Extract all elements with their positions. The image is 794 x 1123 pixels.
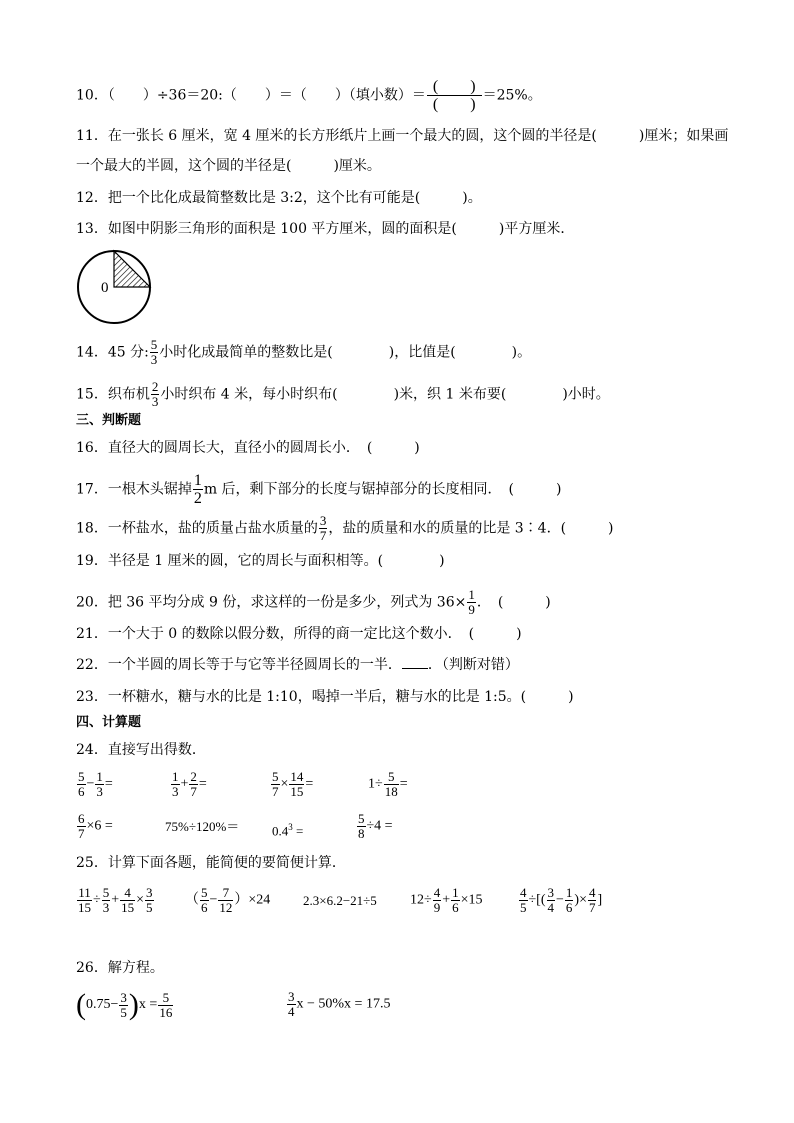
operator: × [280,776,289,792]
den: 15 [78,900,91,915]
q14-fraction-num: 5 [150,337,158,352]
q22-answer-blank [402,668,428,669]
q15-fraction-den: 3 [151,394,159,409]
q15-text-a: 15．织布机 [76,386,150,403]
den: 9 [433,900,441,915]
q18-fraction [319,514,328,543]
den: 15 [290,784,304,799]
num: 1 [565,885,573,900]
q18-fraction-den: 7 [319,528,327,543]
prefix: 1÷ [368,776,383,792]
q25-calc-1 [76,886,155,915]
den: 7 [78,826,85,841]
num: 5 [358,811,365,826]
question-13: 13．如图中阴影三角形的面积是 100 平方厘米，圆的面积是( )平方厘米． [76,221,575,237]
question-22 [76,655,519,675]
q25-calc-2 [185,886,270,915]
den: 3 [172,784,179,799]
q24-expr-1 [76,770,113,799]
den: 7 [588,900,596,915]
q25-calc-5 [518,886,602,915]
q22-text-a: 22．一个半圆的周长等于与它等半径圆周长的一半． [76,657,402,673]
q20-text-b: ． ( ) [476,594,551,611]
question-25-title: 25．计算下面各题，能简便的要简便计算． [76,855,346,871]
q17-fraction [193,472,203,507]
suffix: ×6 = [86,818,113,834]
q15-fraction [151,380,160,409]
num: 4 [520,885,527,900]
center-label: 0 [101,280,109,296]
den: 16 [159,1004,173,1020]
den: 6 [452,900,459,915]
q15-text-b: 小时织布 4 米，每小时织布( )米，织 1 米布要( )小时。 [160,386,610,403]
operator: + [180,776,189,792]
den: 4 [547,900,555,915]
equals: = [399,776,408,792]
num: 14 [290,769,304,784]
num: 5 [78,769,85,784]
q24-expr-6: 75%÷120%＝ [165,819,240,834]
q24-expr-3 [270,770,313,799]
num: 5 [272,769,279,784]
equals: = [305,776,314,792]
den: 18 [384,784,398,799]
den: 4 [288,1004,295,1019]
circle-figure [75,248,155,328]
q14-text-a: 14．45 分: [76,344,149,361]
equals: = [198,776,207,792]
question-12: 12．把一个比化成最简整数比是 3:2，这个比有可能是( )。 [76,190,482,206]
suffix: = [292,823,304,839]
q24-expr-7 [272,817,303,841]
num: 11 [78,885,91,900]
q10-fraction [427,78,482,113]
q17-text-b: m 后，剩下部分的长度与锯掉部分的长度相同． ( ) [203,481,562,498]
den: 6 [201,900,208,915]
operator: ÷ [93,892,101,908]
num: 4 [588,885,596,900]
q10-fraction-den: ( ) [427,95,482,113]
q18-text-a: 18．一杯盐水，盐的质量占盐水质量的 [76,520,318,537]
base: 0.4 [272,823,289,839]
question-23: 23．一杯糖水，糖与水的比是 1:10，喝掉一半后，糖与水的比是 1:5。( ) [76,689,574,705]
question-14 [76,338,531,367]
q10-text-b: ＝25%。 [482,87,542,104]
operator: − [209,892,218,908]
num: 1 [452,885,459,900]
q20-fraction-num: 1 [468,587,475,602]
q17-fraction-den: 2 [193,490,202,507]
q14-text-b: 小时化成最简单的整数比是( )，比值是( )。 [159,344,532,361]
q24-expr-4 [368,770,408,799]
question-11-line1: 11．在一张长 6 厘米，宽 4 厘米的长方形纸片上画一个最大的圆，这个圆的半径是( )厘米；如果画 [76,128,729,144]
q14-fraction-den: 3 [150,352,158,367]
q18-text-b: ，盐的质量和水的质量的比是 3∶4．( ) [328,520,614,537]
question-21: 21．一个大于 0 的数除以假分数，所得的商一定比这个数小． ( ) [76,626,522,642]
operator: × [136,892,144,908]
q24-expr-5 [76,812,113,841]
num: 3 [288,989,295,1004]
operator: ÷[( [528,892,546,908]
q24-expr-2 [170,770,207,799]
num: 5 [102,885,110,900]
q17-text-a: 17．一根木头锯掉 [76,481,192,498]
question-15 [76,380,610,409]
q20-fraction-den: 9 [468,602,475,617]
equals: = [104,776,113,792]
q20-text-a: 20．把 36 平均分成 9 份，求这样的一份是多少，列式为 36× [76,594,467,611]
question-11-line2: 一个最大的半圆，这个圆的半径是( )厘米。 [76,158,381,174]
num: 5 [387,769,395,784]
operator: )× [574,892,587,908]
left-paren: （ [185,892,199,908]
question-17 [76,472,561,507]
prefix: 0.75− [86,997,119,1013]
operator: − [556,892,564,908]
den: 5 [520,900,527,915]
num: 1 [96,769,103,784]
den: 6 [78,784,85,799]
num: 7 [222,885,230,900]
question-19: 19．半径是 1 厘米的圆，它的周长与面积相等。( ) [76,553,445,569]
section-4-title: 四、计算题 [76,715,142,730]
right-bracket: ] [597,892,603,908]
question-18 [76,514,614,543]
num: 5 [162,989,170,1005]
prefix: 12÷ [410,892,432,908]
q26-equation-1 [76,990,174,1020]
section-3-title: 三、判断题 [76,413,142,428]
question-26-title: 26．解方程。 [76,960,164,976]
num: 4 [124,885,131,900]
num: 2 [190,769,197,784]
operator: − [86,776,95,792]
den: 5 [146,900,153,915]
right-paren: ) [128,988,139,1021]
question-16: 16．直径大的圆周长大，直径小的圆周长小． ( ) [76,440,420,456]
q10-text: 10． [76,87,108,104]
num: 3 [120,989,127,1005]
q10-fraction-num: ( ) [432,78,476,95]
operator: + [442,892,451,908]
den: 12 [219,900,233,915]
suffix: ÷4 = [366,818,393,834]
q24-expr-8 [356,812,393,841]
suffix: x − 50%x = 17.5 [296,996,391,1012]
num: 4 [433,885,441,900]
q22-text-b: ．（判断对错） [427,657,519,673]
num: 3 [146,885,153,900]
question-24-title: 24．直接写出得数． [76,742,206,758]
question-10 [76,78,542,113]
num: 6 [78,811,85,826]
left-paren: ( [76,988,86,1021]
q14-fraction [150,338,159,367]
q26-equation-2 [286,990,390,1019]
den: 7 [272,784,279,799]
den: 3 [96,784,103,799]
operator: x = [138,997,158,1013]
num: 3 [547,885,555,900]
q20-fraction [467,588,476,617]
q17-fraction-num: 1 [193,472,202,489]
num: 5 [201,885,208,900]
right-paren: ）×24 [234,892,271,908]
exponent: 3 [288,822,293,832]
den: 5 [120,1004,127,1020]
q10-text-a: （ ）÷36＝20:（ ）＝（ ）（填小数）＝ [107,87,426,104]
q15-fraction-num: 2 [151,379,159,394]
den: 6 [565,900,573,915]
den: 7 [190,784,197,799]
den: 8 [358,826,365,841]
suffix: ×15 [460,892,483,908]
q25-calc-4 [410,886,483,915]
num: 1 [172,769,179,784]
q18-fraction-num: 3 [319,513,327,528]
question-20 [76,588,551,617]
den: 3 [102,900,110,915]
q25-calc-3: 2.3×6.2−21÷5 [303,893,377,908]
den: 15 [121,900,135,915]
operator: + [111,892,120,908]
